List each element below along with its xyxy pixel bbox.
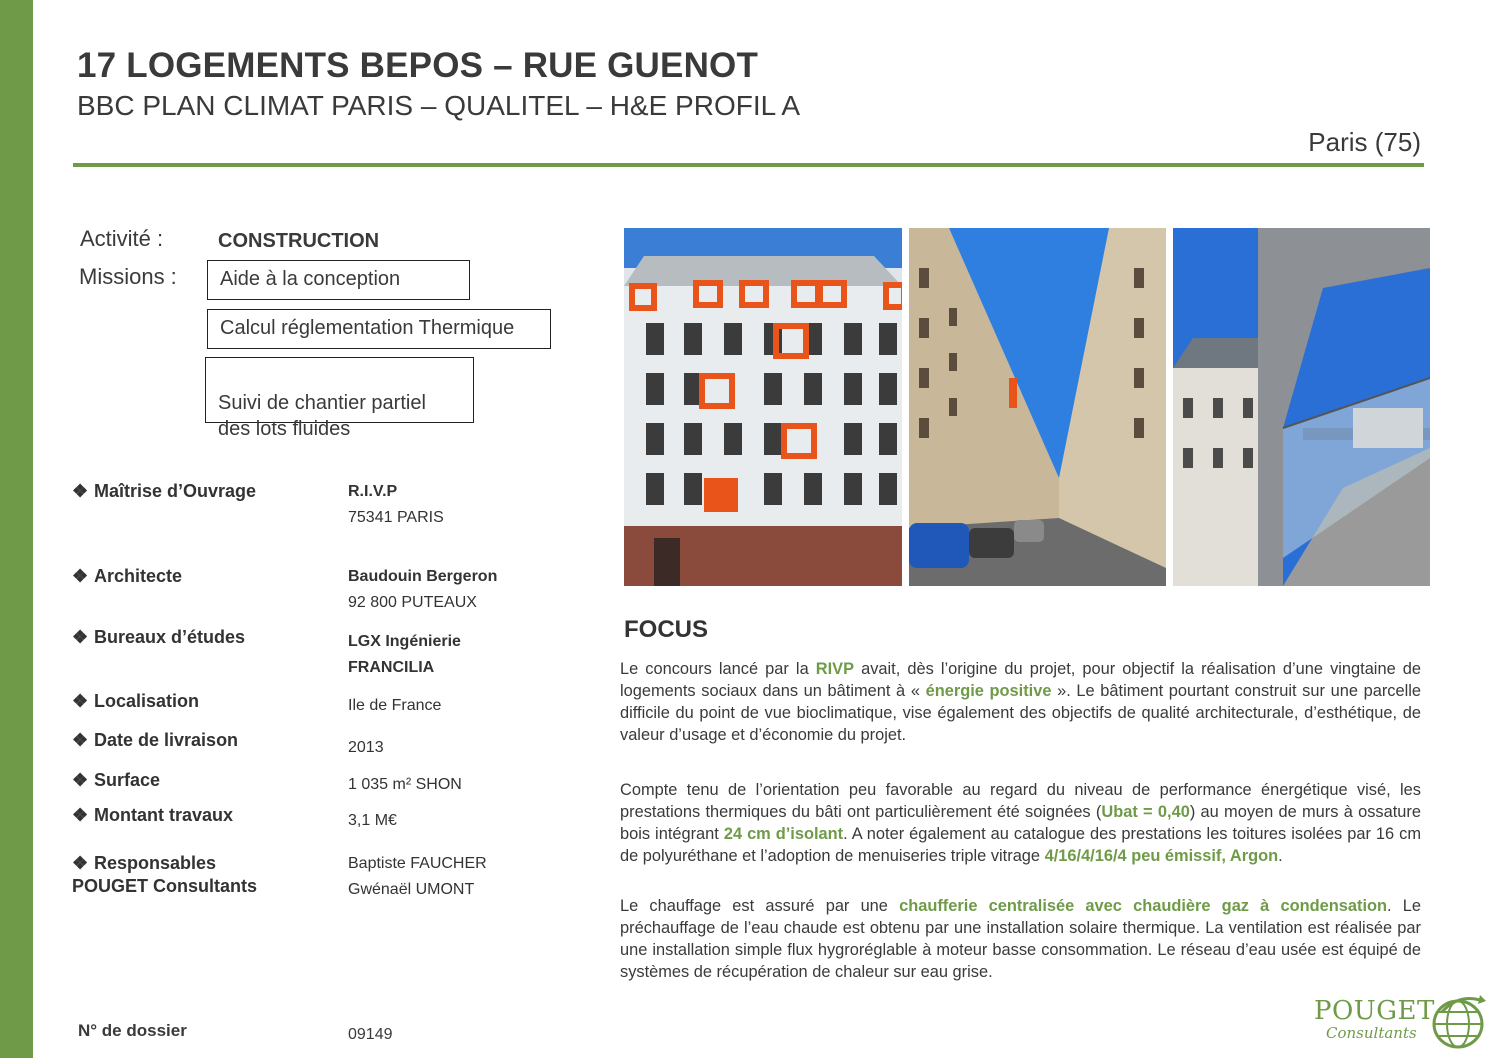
logo-text: POUGET bbox=[1314, 996, 1435, 1026]
detail-value-responsables: Baptiste FAUCHER Gwénaël UMONT bbox=[348, 855, 487, 898]
building-facade-photo bbox=[624, 228, 902, 586]
header-divider bbox=[73, 163, 1424, 167]
focus-paragraph: Le concours lancé par la RIVP avait, dès l’origine du projet, pour objectif la réalisation d’une vingtaine de logements sociaux dans un bâtiment à « énergie positive ». Le bâtiment pourtant construit sur une parcelle difficile du point de vue bioclimatique, vise également des objectifs de qualité architecturale, d’esthétique, de valeur d’usage et d’économie du projet. bbox=[620, 660, 1421, 744]
mission-text: Aide à la conception bbox=[220, 268, 401, 290]
detail-label-localisation: ❖ Localisation bbox=[72, 691, 200, 711]
bullet-icon: ❖ bbox=[72, 691, 89, 711]
page-title: 17 LOGEMENTS BEPOS – RUE GUENOT bbox=[77, 46, 759, 85]
bullet-icon: ❖ bbox=[72, 627, 89, 647]
focus-title: FOCUS bbox=[624, 616, 708, 643]
detail-label-date: ❖ Date de livraison bbox=[72, 730, 239, 750]
mission-text: Suivi de chantier partiel des lots fluides bbox=[218, 392, 426, 440]
left-accent-bar bbox=[0, 0, 33, 1058]
detail-value-bureaux: LGX Ingénierie FRANCILIA bbox=[348, 633, 461, 676]
globe-icon bbox=[1428, 992, 1488, 1050]
focus-paragraph: Le chauffage est assuré par une chaufferie centralisée avec chaudière gaz à condensation. Le préchauffage de l’eau chaude est obtenu par une installation solaire thermique. La ventilation est réalisée par une installation simple flux hygroréglable à moteur basse consommation. Le réseau d’eau usée est équipé de systèmes de récupération de chaleur sur eau grise. bbox=[620, 897, 1421, 981]
detail-value-maitrise: R.I.V.P 75341 PARIS bbox=[348, 483, 444, 526]
detail-value-architecte: Baudouin Bergeron 92 800 PUTEAUX bbox=[348, 568, 498, 611]
dossier-label: N° de dossier bbox=[78, 1021, 187, 1040]
mission-text: Calcul réglementation Thermique bbox=[220, 317, 515, 339]
detail-label-maitrise: ❖ Maîtrise d’Ouvrage bbox=[72, 481, 257, 501]
missions-label: Missions : bbox=[79, 264, 177, 289]
bullet-icon: ❖ bbox=[72, 730, 89, 750]
activity-value: CONSTRUCTION bbox=[218, 230, 380, 252]
detail-value-localisation: Ile de France bbox=[348, 697, 442, 714]
bullet-icon: ❖ bbox=[72, 481, 89, 501]
detail-label-architecte: ❖ Architecte bbox=[72, 566, 183, 586]
focus-paragraph: Compte tenu de l’orientation peu favorable au regard du niveau de performance énergétique visé, les prestations thermiques du bâti ont particulièrement été soignées (Ubat = 0,40) au moyen de murs à ossature bois intégrant 24 cm d’isolant. A noter également au catalogue des prestations les toitures isolées par 16 cm de polyuréthane et l’adoption de menuiseries triple vitrage 4/16/4/16/4 peu émissif, Argon. bbox=[620, 781, 1421, 865]
street-view-photo bbox=[909, 228, 1166, 586]
bullet-icon: ❖ bbox=[72, 566, 89, 586]
detail-label-surface: ❖ Surface bbox=[72, 770, 161, 790]
pouget-logo bbox=[1308, 990, 1490, 1052]
detail-label-bureaux: ❖ Bureaux d’études bbox=[72, 627, 246, 647]
detail-value-montant: 3,1 M€ bbox=[348, 812, 397, 829]
activity-label: Activité : bbox=[80, 226, 164, 251]
detail-value-date: 2013 bbox=[348, 739, 384, 756]
balcony-view-photo bbox=[1173, 228, 1430, 586]
dossier-value: 09149 bbox=[348, 1026, 393, 1043]
bullet-icon: ❖ bbox=[72, 805, 89, 825]
detail-label-responsables: ❖ Responsables POUGET Consultants bbox=[72, 853, 258, 896]
mission-box bbox=[207, 260, 470, 300]
detail-label-montant: ❖ Montant travaux bbox=[72, 805, 234, 825]
logo-subtext: Consultants bbox=[1326, 1024, 1417, 1042]
mission-box bbox=[207, 309, 551, 349]
mission-box bbox=[205, 357, 474, 440]
bullet-icon: ❖ bbox=[72, 853, 89, 873]
bullet-icon: ❖ bbox=[72, 770, 89, 790]
page-subtitle: BBC PLAN CLIMAT PARIS – QUALITEL – H&E PROFIL A bbox=[77, 90, 801, 121]
detail-value-surface: 1 035 m² SHON bbox=[348, 776, 462, 793]
location-label: Paris (75) bbox=[1308, 127, 1421, 157]
